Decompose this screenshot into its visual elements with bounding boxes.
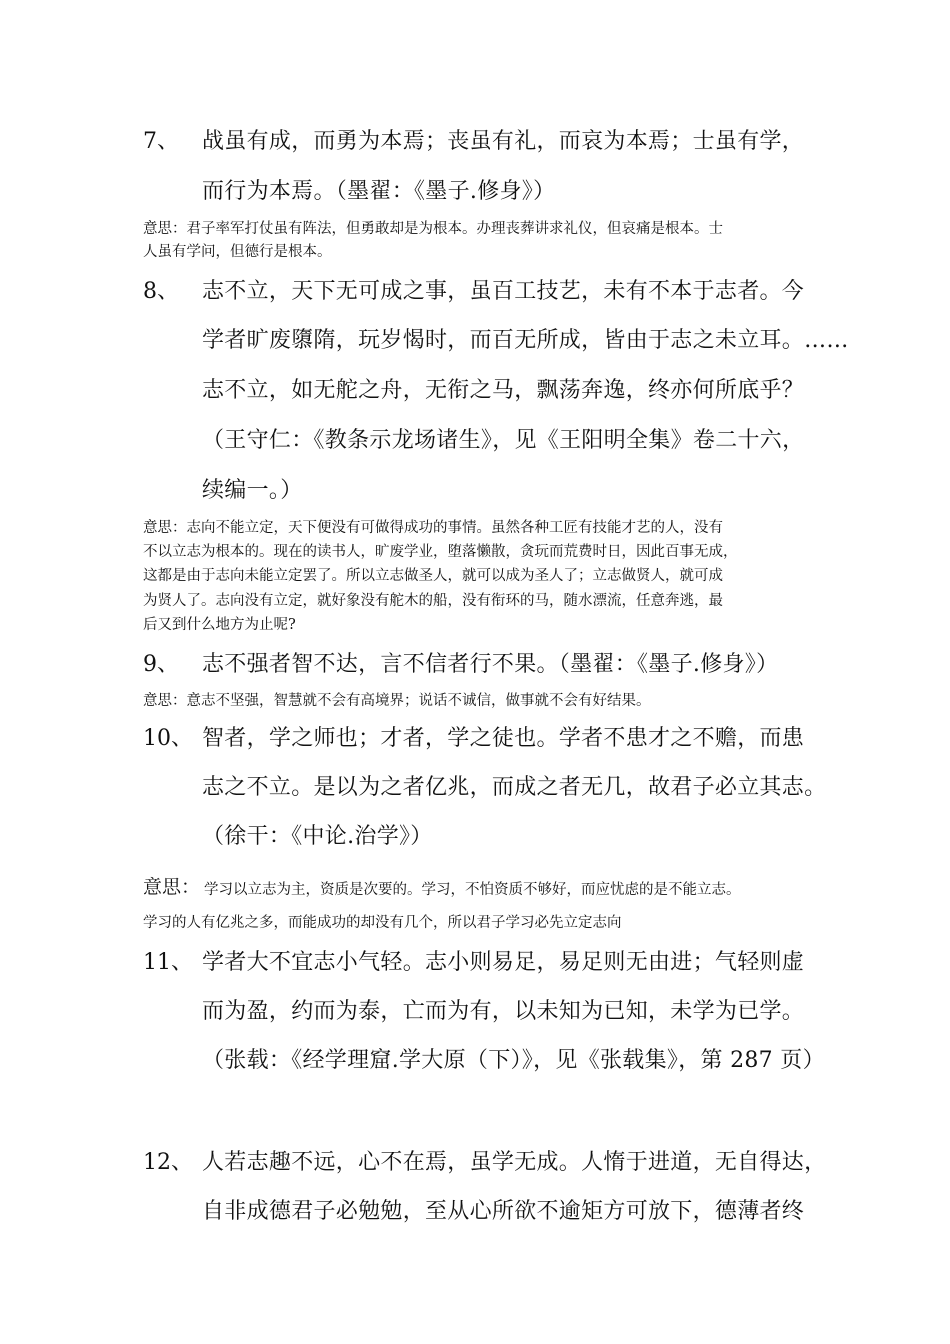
quote-line: 学者大不宜志小气轻。志小则易足，易足则无由进；气轻则虚 <box>202 950 805 975</box>
quote-line: 志之不立。是以为之者亿兆，而成之者无几，故君子必立其志。 <box>202 775 827 800</box>
meaning-line: 意思：君子率军打仗虽有阵法，但勇敢却是为根本。办理丧葬讲求礼仪，但哀痛是根本。士 <box>143 221 723 237</box>
quote-line: 续编一。） <box>202 478 303 503</box>
quote-line: 人若志趣不远，心不在焉，虽学无成。人惰于进道，无自得达， <box>202 1150 827 1175</box>
quote-line: 战虽有成，而勇为本焉；丧虽有礼，而哀为本焉；士虽有学， <box>202 129 805 154</box>
meaning-line: 意思：志向不能立定，天下便没有可做得成功的事情。虽然各种工匠有技能才艺的人，没有 <box>143 520 723 536</box>
quote-line: 而行为本焉。（墨翟：《墨子.修身》） <box>202 179 556 204</box>
meaning-line: 人虽有学问，但德行是根本。 <box>143 244 332 260</box>
meaning-line: 后又到什么地方为止呢? <box>143 617 296 633</box>
item-number: 9、 <box>143 652 179 677</box>
meaning-line: 意思：意志不坚强，智慧就不会有高境界；说话不诚信，做事就不会有好结果。 <box>143 693 651 709</box>
quote-line: 智者，学之师也；才者，学之徒也。学者不患才之不赡，而患 <box>202 726 805 751</box>
quote-line: 志不立，如无舵之舟，无衔之马，飘荡奔逸，终亦何所底乎？ <box>202 378 805 403</box>
quote-line: （王守仁：《教条示龙场诸生》，见《王阳明全集》卷二十六， <box>202 428 805 453</box>
meaning-line: 不以立志为根本的。现在的读书人，旷废学业，堕落懒散，贪玩而荒费时日，因此百事无成， <box>143 544 738 560</box>
quote-line: 志不强者智不达，言不信者行不果。（墨翟：《墨子.修身》） <box>202 652 779 677</box>
meaning-line: 学习以立志为主，资质是次要的。学习，不怕资质不够好，而应忧虑的是不能立志。 <box>204 882 741 898</box>
quote-line: 而为盈，约而为泰，亡而为有，以未知为已知，未学为已学。 <box>202 999 805 1024</box>
item-number: 10、 <box>143 726 193 751</box>
meaning-line: 为贤人了。志向没有立定，就好象没有舵木的船，没有衔环的马，随水漂流，任意奔逃，最 <box>143 593 723 609</box>
quote-line: 志不立，天下无可成之事，虽百工技艺，未有不本于志者。今 <box>202 279 805 304</box>
quote-line: （徐干：《中论.治学》） <box>202 824 433 849</box>
item-number: 8、 <box>143 279 179 304</box>
quote-line: 自非成德君子必勉勉，至从心所欲不逾矩方可放下，德薄者终 <box>202 1199 805 1224</box>
item-number: 7、 <box>143 129 179 154</box>
item-number: 11、 <box>143 950 193 975</box>
quote-line: （张载：《经学理窟.学大原（下）》，见《张载集》，第 287 页） <box>202 1048 825 1073</box>
meaning-label: 意思： <box>143 876 201 898</box>
item-number: 12、 <box>143 1150 193 1175</box>
meaning-line: 学习的人有亿兆之多，而能成功的却没有几个，所以君子学习必先立定志向 <box>143 915 622 931</box>
meaning-line: 这都是由于志向未能立定罢了。所以立志做圣人，就可以成为圣人了；立志做贤人，就可成 <box>143 568 723 584</box>
quote-line: 学者旷废隳隋，玩岁愒时，而百无所成，皆由于志之未立耳。…… <box>202 328 849 353</box>
